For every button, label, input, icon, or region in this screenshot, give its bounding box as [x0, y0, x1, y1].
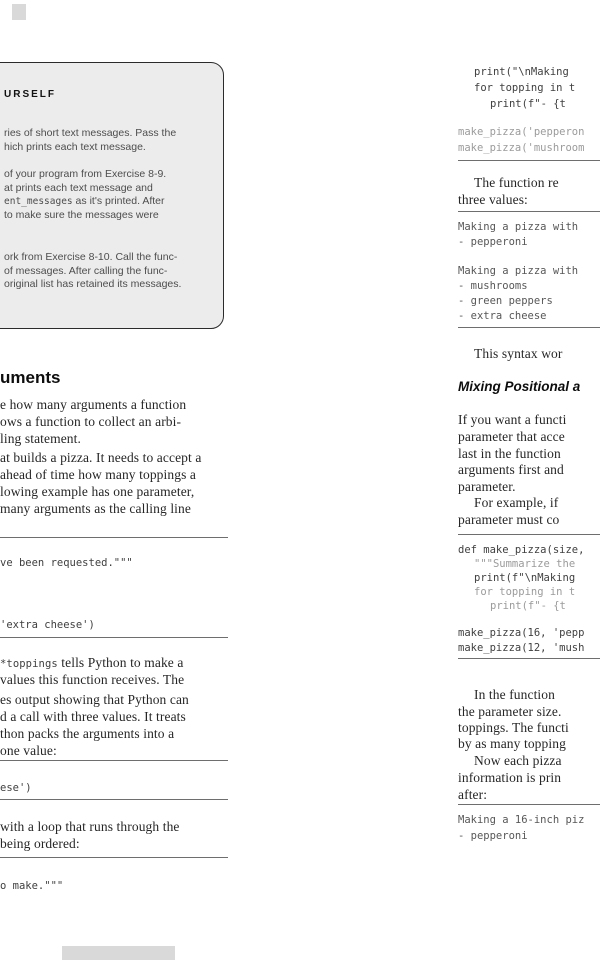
body-line: after: [458, 787, 488, 802]
body-line: at builds a pizza. It needs to accept a [0, 450, 202, 465]
code-line: print("\nMaking [474, 66, 569, 78]
body-line: parameter must co [458, 512, 560, 527]
body-line: ling statement. [0, 431, 81, 446]
body-line: The function re [474, 175, 559, 190]
output-line: Making a 16-inch piz [458, 814, 585, 826]
body-line: being ordered: [0, 836, 80, 851]
body-text-fragment: tells Python to make a [57, 655, 184, 670]
exercise-text-line: to make sure the messages were [4, 208, 159, 221]
try-it-yourself-box [0, 62, 224, 329]
body-line: es output showing that Python can [0, 692, 189, 707]
code-block-divider [458, 534, 600, 535]
output-line: - green peppers [458, 295, 553, 307]
body-line: information is prin [458, 770, 562, 785]
code-line: print(f"\nMaking [474, 572, 576, 584]
try-it-yourself-title: URSELF [4, 89, 56, 100]
body-line: arguments first and [458, 462, 564, 477]
output-line: - pepperoni [458, 236, 528, 248]
body-line: ahead of time how many toppings a [0, 467, 197, 482]
body-line: In the function [474, 687, 555, 702]
body-line: This syntax wor [474, 346, 563, 361]
body-line: three values: [458, 192, 528, 207]
code-block-divider [458, 658, 600, 659]
exercise-text-line: ries of short text messages. Pass the [4, 127, 177, 139]
body-line: Now each pizza [474, 753, 562, 768]
body-line: parameter. [458, 479, 516, 494]
output-line: Making a pizza with [458, 221, 579, 233]
output-line: - pepperoni [458, 830, 528, 842]
body-line: toppings. The functi [458, 720, 569, 735]
code-block-divider [0, 760, 228, 761]
code-line: make_pizza(16, 'pepp [458, 627, 585, 639]
body-line: one value: [0, 743, 57, 758]
code-block-divider [0, 857, 228, 858]
try-it-yourself-content [4, 63, 213, 292]
output-line: - extra cheese [458, 310, 547, 322]
code-line: ese') [0, 782, 32, 794]
code-line: ve been requested.""" [0, 557, 133, 569]
body-line: d a call with three values. It treats [0, 709, 186, 724]
inline-code: ent_messages [4, 196, 73, 207]
code-block-divider [458, 211, 600, 212]
subsection-heading: Mixing Positional a [458, 379, 581, 394]
body-line: values this function receives. The [0, 672, 185, 687]
output-line: - mushrooms [458, 280, 528, 292]
body-line: thon packs the arguments into a [0, 726, 175, 741]
code-line: o make.""" [0, 880, 64, 892]
body-line: If you want a functi [458, 412, 567, 427]
code-line: print(f"- {t [490, 600, 566, 612]
body-line: lowing example has one parameter, [0, 484, 195, 499]
exercise-text-line: hich prints each text message. [4, 140, 146, 153]
code-block-divider [0, 799, 228, 800]
exercise-text-line: of your program from Exercise 8-9. [4, 168, 167, 180]
code-line: for topping in t [474, 586, 576, 598]
scan-artifact-top [12, 4, 26, 20]
code-line: make_pizza('mushroom [458, 142, 585, 154]
body-line: the parameter size. [458, 704, 562, 719]
code-line: """Summarize the [474, 558, 576, 570]
exercise-text-fragment: as it's printed. After [72, 195, 165, 207]
code-line: 'extra cheese') [0, 619, 95, 631]
code-line: for topping in t [474, 82, 576, 94]
exercise-text-line: ork from Exercise 8-10. Call the func- [4, 251, 178, 263]
code-line: def make_pizza(size, [458, 544, 585, 556]
code-line: print(f"- {t [490, 98, 566, 110]
body-line: For example, if [474, 495, 559, 510]
exercise-text-line: at prints each text message and [4, 181, 153, 194]
code-line: make_pizza(12, 'mush [458, 642, 585, 654]
exercise-text-line: of messages. After calling the func- [4, 264, 168, 277]
body-line: last in the function [458, 446, 561, 461]
section-heading-fragment: uments [0, 368, 61, 387]
body-line: ows a function to collect an arbi- [0, 414, 182, 429]
output-line: Making a pizza with [458, 265, 579, 277]
code-block-divider [458, 327, 600, 328]
exercise-text-line [4, 195, 213, 209]
code-block-divider [0, 637, 228, 638]
code-block-divider [458, 804, 600, 805]
body-line: with a loop that runs through the [0, 819, 180, 834]
code-block-divider [458, 160, 600, 161]
inline-code: *toppings [0, 658, 58, 670]
scan-artifact-bottom [62, 946, 175, 960]
body-line: many arguments as the calling line [0, 501, 191, 516]
body-line: parameter that acce [458, 429, 565, 444]
exercise-text-line: original list has retained its messages. [4, 278, 182, 290]
code-block-divider [0, 537, 228, 538]
body-line: by as many topping [458, 736, 566, 751]
body-line: e how many arguments a function [0, 397, 187, 412]
code-line: make_pizza('pepperon [458, 126, 585, 138]
